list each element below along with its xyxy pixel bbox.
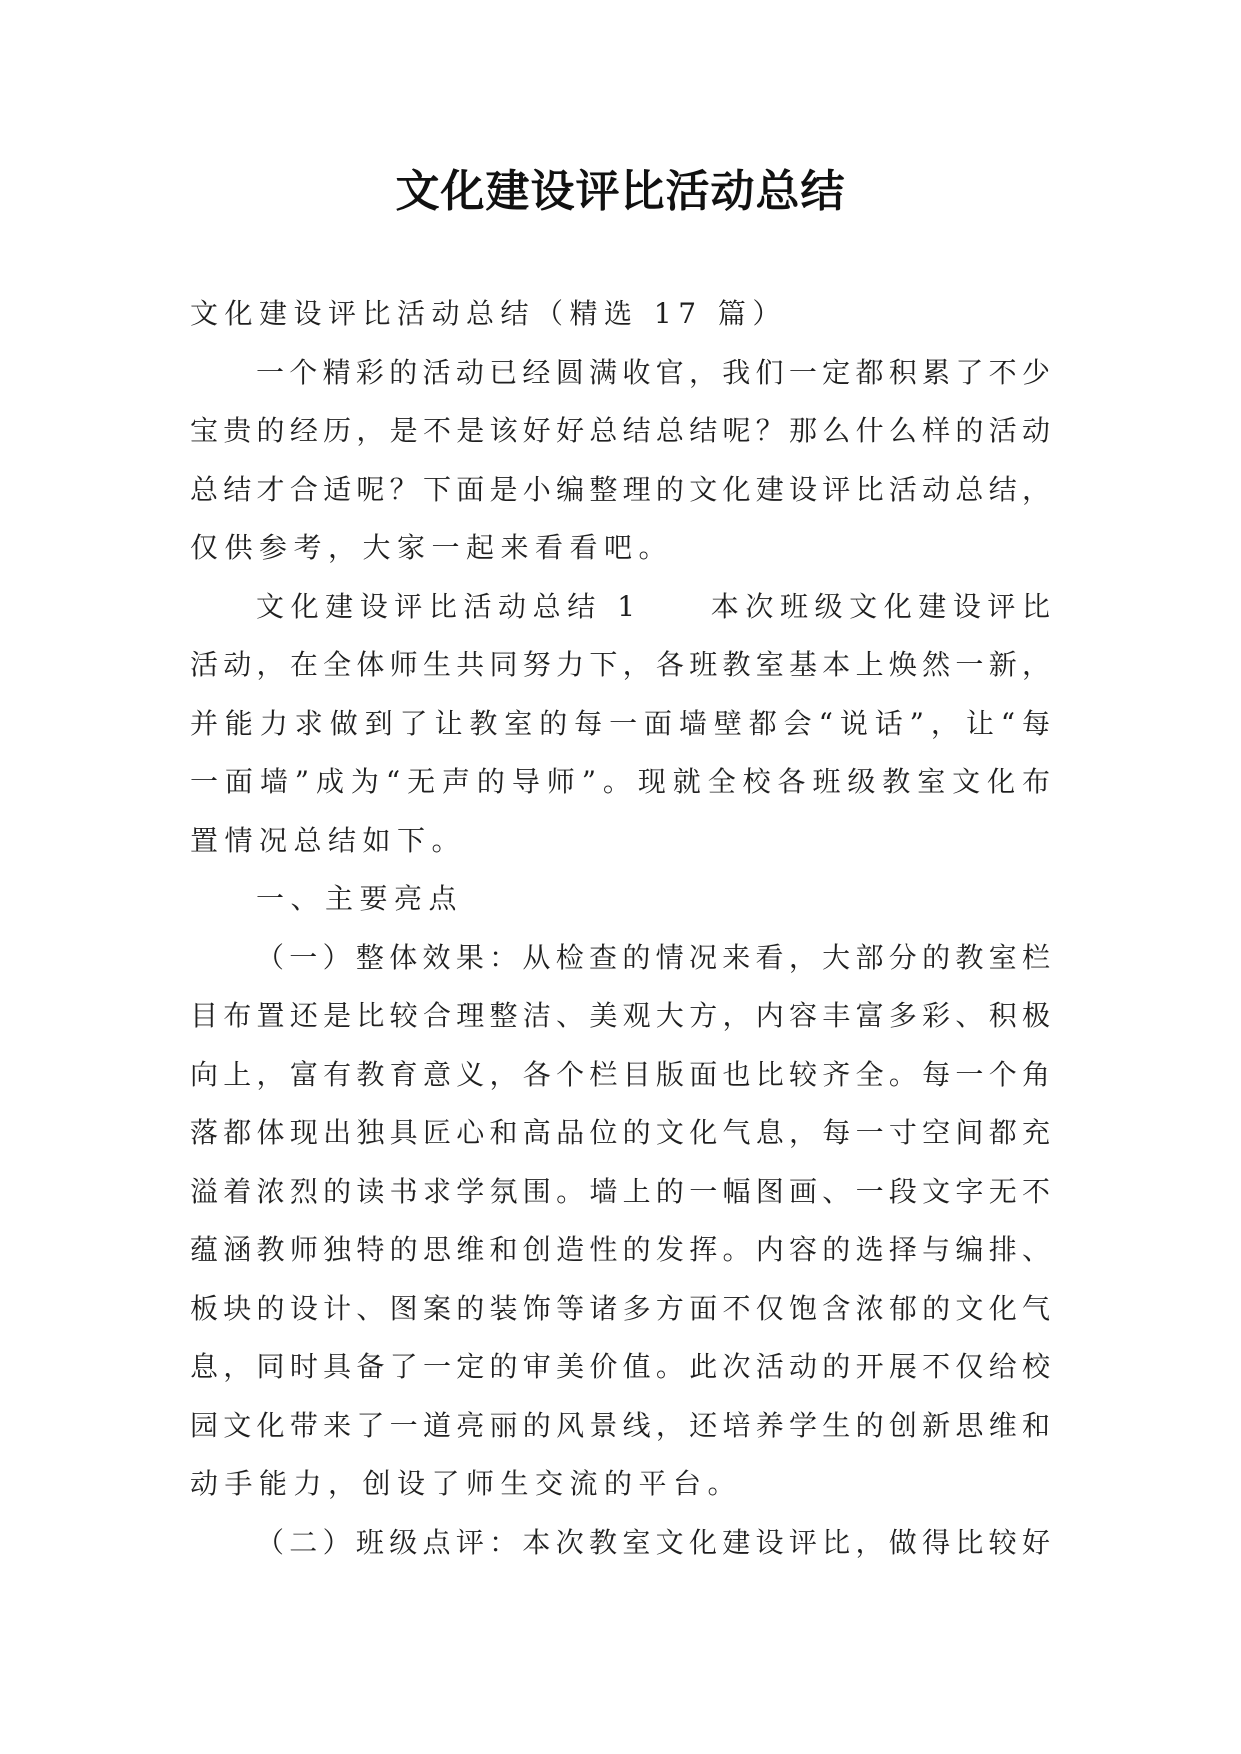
text-line: （二）班级点评：本次教室文化建设评比，做得比较好 xyxy=(256,1525,1050,1559)
text-line: 文化建设评比活动总结 1 本次班级文化建设评比 xyxy=(256,589,1050,623)
document-title: 文化建设评比活动总结 xyxy=(395,166,846,217)
text-line: 仅供参考，大家一起来看看吧。 xyxy=(190,531,674,564)
text-line: 一面墙”成为“无声的导师”。现就全校各班级教室文化布 xyxy=(190,765,1050,798)
text-line: 文化建设评比活动总结（精选 17 篇） xyxy=(190,297,787,330)
text-line: 蕴涵教师独特的思维和创造性的发挥。内容的选择与编排、 xyxy=(190,1233,1050,1266)
text-line: 息，同时具备了一定的审美价值。此次活动的开展不仅给校 xyxy=(190,1350,1050,1383)
text-line: 板块的设计、图案的装饰等诸多方面不仅饱含浓郁的文化气 xyxy=(190,1291,1050,1325)
text-line: 总结才合适呢？下面是小编整理的文化建设评比活动总结， xyxy=(190,472,1050,506)
text-line: 一个精彩的活动已经圆满收官，我们一定都积累了不少 xyxy=(256,355,1050,389)
text-line: 落都体现出独具匠心和高品位的文化气息，每一寸空间都充 xyxy=(190,1116,1050,1149)
text-line: 溢着浓烈的读书求学氛围。墙上的一幅图画、一段文字无不 xyxy=(190,1174,1050,1208)
document-body xyxy=(190,285,1050,1572)
text-line: 一、主要亮点 xyxy=(256,882,464,915)
text-line: 置情况总结如下。 xyxy=(190,823,467,857)
text-line: 目布置还是比较合理整洁、美观大方，内容丰富多彩、积极 xyxy=(190,999,1050,1032)
text-line: 园文化带来了一道亮丽的风景线，还培养学生的创新思维和 xyxy=(190,1408,1050,1442)
text-line: 动手能力，创设了师生交流的平台。 xyxy=(190,1467,743,1500)
text-line: 向上，富有教育意义，各个栏目版面也比较齐全。每一个角 xyxy=(190,1057,1050,1091)
text-line: 宝贵的经历，是不是该好好总结总结呢？那么什么样的活动 xyxy=(190,414,1050,447)
text-line: （一）整体效果：从检查的情况来看，大部分的教室栏 xyxy=(256,940,1050,974)
text-line: 活动，在全体师生共同努力下，各班教室基本上焕然一新， xyxy=(190,648,1050,681)
text-line: 并能力求做到了让教室的每一面墙壁都会“说话”，让“每 xyxy=(190,706,1050,740)
